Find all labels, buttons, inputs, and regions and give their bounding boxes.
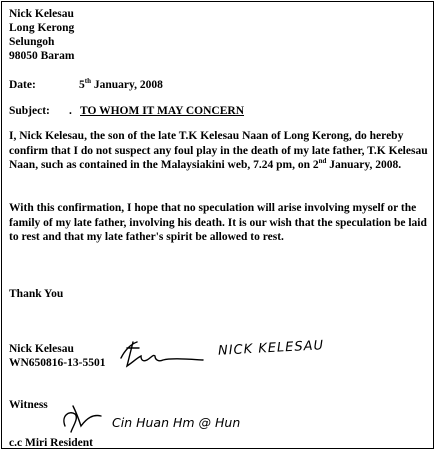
subject-text: TO WHOM IT MAY CONCERN xyxy=(80,105,245,117)
date-rest: January, 2008 xyxy=(90,79,163,91)
sender-address-line2: Selungoh xyxy=(9,36,55,48)
signature-handwritten-name: NICK KELESAU xyxy=(217,338,325,359)
para1-tail: January, 2008. xyxy=(326,159,402,171)
subject-dot: . xyxy=(69,105,72,117)
date-label: Date: xyxy=(9,79,36,91)
para1-text: I, Nick Kelesau, the son of the late T.K Kelesau Naan of Long Kerong, do hereby confirm that I do not suspect any foul play in the death of my late father, T.K Kelesau Naan, such as contained in the Malaysiakini web, 7.24 pm, on 2 xyxy=(9,130,428,171)
subject-label: Subject: xyxy=(9,105,50,117)
witness-label: Witness xyxy=(9,399,48,411)
signature-scribble xyxy=(115,338,207,370)
sender-address-line3: 98050 Baram xyxy=(9,50,75,62)
body-paragraph-2 xyxy=(9,201,433,245)
witness-signature-scribble xyxy=(59,400,105,436)
signatory-name: Nick Kelesau xyxy=(9,343,74,355)
date-day: 5 xyxy=(79,79,85,91)
witness-handwritten-name: Cin Huan Hm @ Hun xyxy=(112,415,241,430)
para1-sup: nd xyxy=(318,157,327,166)
body-paragraph-1 xyxy=(9,129,433,173)
date-day-suffix: th xyxy=(84,77,91,86)
para2-text: With this confirmation, I hope that no speculation will arise involving myself or the family of my late father, involving his death. It is our wish that the speculation be laid to rest and that my late father's spirit be allowed to rest. xyxy=(9,202,427,243)
closing-text: Thank You xyxy=(9,288,64,300)
sender-address-line1: Long Kerong xyxy=(9,22,75,34)
signatory-id: WN650816-13-5501 xyxy=(9,357,106,369)
cc-line: c.c Miri Resident xyxy=(9,437,93,449)
date-value xyxy=(79,78,163,92)
sender-name: Nick Kelesau xyxy=(9,8,74,20)
letter-page xyxy=(1,1,434,449)
